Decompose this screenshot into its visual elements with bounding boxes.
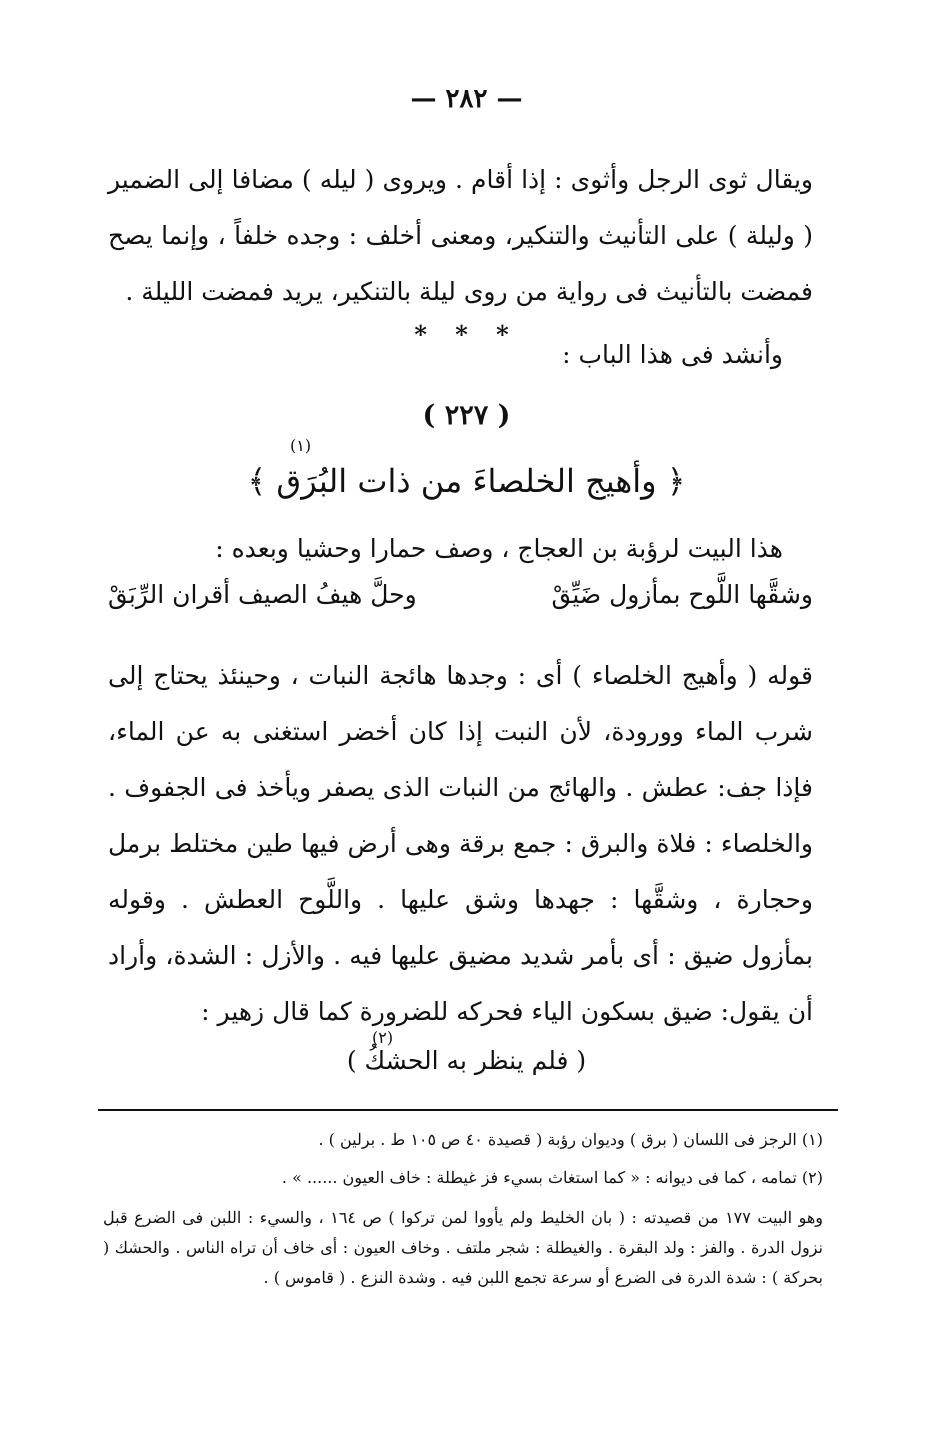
footnote-2: (٢) تمامه ، كما فى ديوانه : « كما استغاث بسيء فز غيطلة : خاف العيون ...... » . (281, 1168, 823, 1187)
poem-number: ( ٢٢٧ ) (422, 400, 511, 431)
page-number: — ٢٨٢ — (410, 84, 523, 114)
attribution-line: هذا البيت لرؤبة بن العجاج ، وصف حمارا وحشيا وبعده : (215, 534, 783, 563)
section-separator: * * * (414, 320, 519, 349)
quoted-hemistich: ( فلم ينظر به الحشكُ ) (346, 1046, 587, 1075)
footnote-marker-1: (١) (290, 436, 312, 455)
verse-hemistich-2: وحلَّ هيفُ الصيف أقران الرِّبَقْ (108, 580, 417, 609)
footnote-1: (١) الرجز فى اللسان ( برق ) وديوان رؤبة ( قصيدة ٤٠ ص ١٠٥ ط . برلين ) . (318, 1130, 823, 1149)
verse-title: ﴿ وأهيج الخلصاءَ من ذات البُرَق ﴾ (247, 462, 686, 500)
paragraph-commentary-2: قوله ( وأهيج الخلصاء ) أى : وجدها هائجة النبات ، وحينئذ يحتاج إلى شرب الماء وورودة، لأن النبت إذا كان أخضر استغنى به عن الماء، فإذا جف: عطش . والهائج من النبات الذى يصفر ويأخذ فى الجفوف . والخلصاء : فلاة والبرق : جمع برقة وهى أرض فيها طين مختلط برمل وحجارة ، وشقَّها : جهدها وشق عليها . واللَّوح العطش . وقوله بمأزول ضيق : أى بأمر شديد مضيق عليها فيه . والأزل : الشدة، وأراد أن يقول: ضيق بسكون الياء فحركه للضرورة كما قال زهير : (108, 661, 813, 1026)
verse-hemistich-1: وشقَّها اللَّوح بمأزول ضَيِّقْ (551, 580, 813, 609)
intro-line: وأنشد فى هذا الباب : (562, 340, 783, 369)
footnote-2-continuation: وهو البيت ١٧٧ من قصيدته : ( بان الخليط ولم يأووا لمن تركوا ) ص ١٦٤ ، والسيء : اللبن فى الضرع قبل نزول الدرة . والفز : ولد البقرة . والغيطلة : شجر ملتف . وخاف العيون : أى خاف أن تراه الناس . والحشك ( بحركة ) : شدة الدرة فى الضرع أو سرعة تجمع اللبن فيه . وشدة النزع . ( قاموس ) . (103, 1208, 824, 1287)
footnote-marker-2: (٢) (372, 1028, 394, 1047)
footnote-divider (98, 1109, 838, 1111)
paragraph-commentary-1: ويقال ثوى الرجل وأثوى : إذا أقام . ويروى ( ليله ) مضافا إلى الضمير ( وليلة ) على التأنيث والتنكير، ومعنى أخلف : وجده خلفاً ، وإنما يصح فمضت بالتأنيث فى رواية من روى ليلة بالتنكير، يريد فمضت الليلة . (108, 165, 813, 306)
